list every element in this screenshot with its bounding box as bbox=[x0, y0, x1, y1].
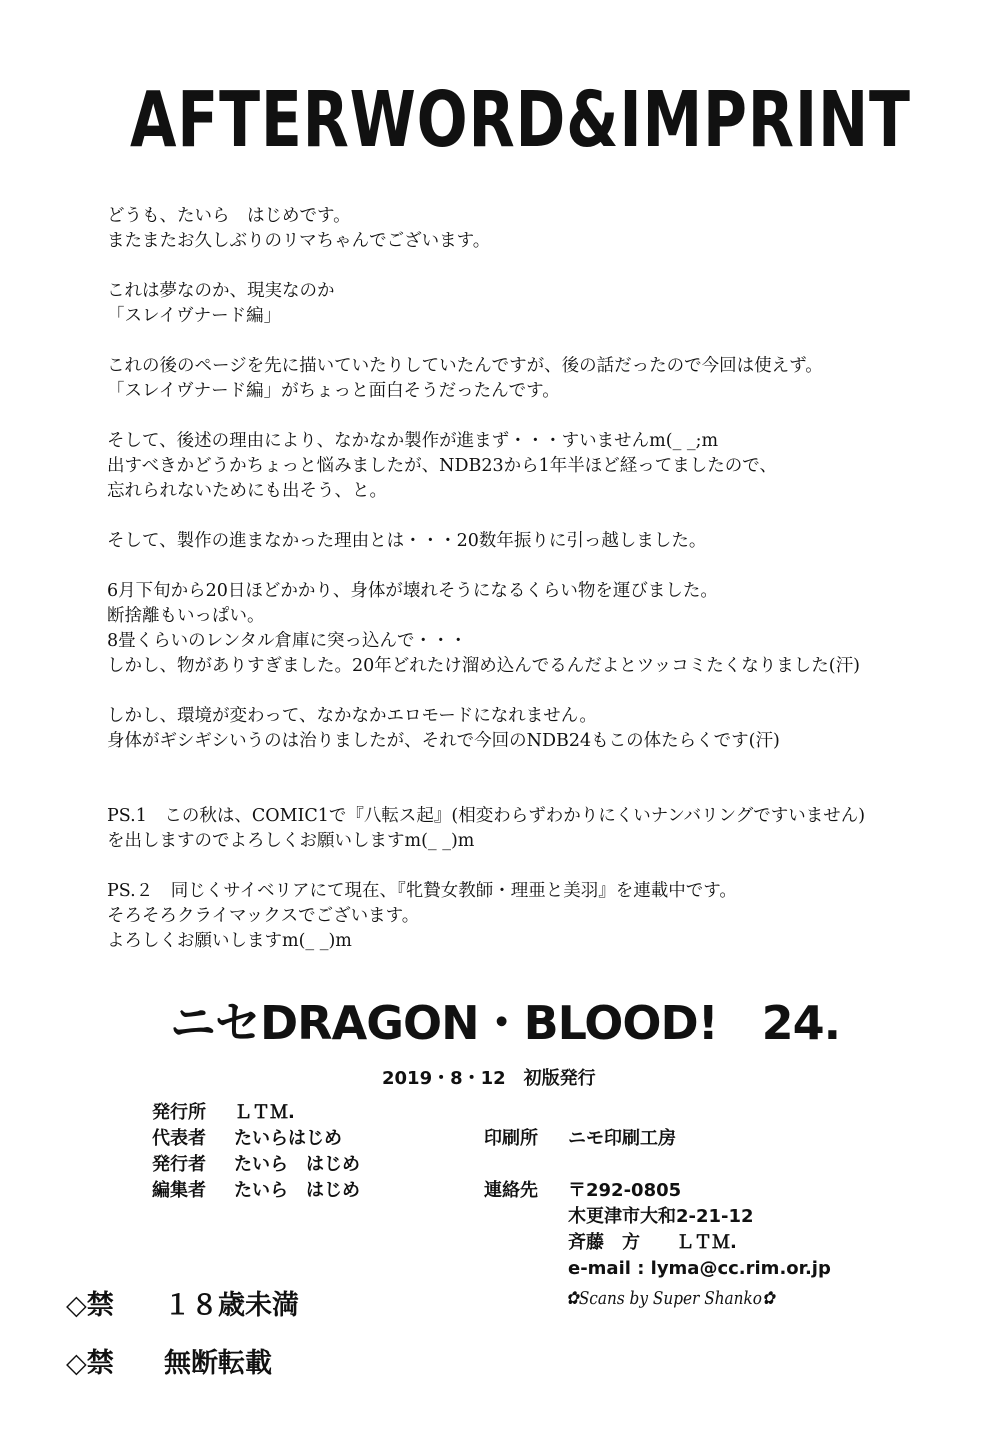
printer-row bbox=[484, 1126, 831, 1152]
text-line: 忘れられないためにも出そう、と。 bbox=[107, 481, 387, 501]
issuer-label: 発行者 bbox=[152, 1154, 206, 1175]
text-line: そして、製作の進まなかった理由とは・・・20数年振りに引っ越しました。 bbox=[107, 531, 707, 551]
text-line: 「スレイヴナード編」がちょっと面白そうだったんです。 bbox=[107, 381, 560, 401]
imprint-contact bbox=[484, 1126, 831, 1282]
email-address: e-mail : lyma@cc.rim.or.jp bbox=[568, 1258, 831, 1279]
intro-line: またまたお久しぶりのリマちゃんでございます。 bbox=[107, 231, 491, 251]
text-line: 「スレイヴナード編」 bbox=[107, 306, 282, 326]
representative-label: 代表者 bbox=[152, 1128, 206, 1149]
publisher-label: 発行所 bbox=[152, 1102, 206, 1123]
imprint-credits bbox=[152, 1100, 360, 1204]
editor-value: たいら はじめ bbox=[234, 1180, 360, 1201]
text-line: しかし、物がありすぎました。20年どれたけ溜め込んでるんだよとツッコミたくなりました(汗) bbox=[107, 656, 860, 676]
editor-label: 編集者 bbox=[152, 1180, 206, 1201]
ps1-line: PS.1 この秋は、COMIC1で『八転ス起』(相変わらずわかりにくいナンバリングですいません) bbox=[107, 806, 866, 826]
contact-row bbox=[484, 1178, 831, 1204]
ps2-line: よろしくお願いしますm(_ _)m bbox=[107, 931, 352, 951]
printer-label: 印刷所 bbox=[484, 1128, 538, 1149]
text-line: 身体がギシギシいうのは治りましたが、それで今回のNDB24もこの体たらくです(汗) bbox=[107, 731, 780, 751]
text-line: そして、後述の理由により、なかなか製作が進まず・・・すいませんm(_ _;m bbox=[107, 431, 719, 451]
publisher-value: ＬＴＭ. bbox=[234, 1102, 295, 1123]
ps2-line: PS.２ 同じくサイベリアにて現在、『牝贄女教師・理亜と美羽』を連載中です。 bbox=[107, 881, 737, 901]
text-line: これの後のページを先に描いていたりしていたんですが、後の話だったので今回は使えず。 bbox=[107, 356, 823, 376]
publication-date: 2019・8・12 初版発行 bbox=[382, 1068, 596, 1089]
issuer-row bbox=[152, 1152, 360, 1178]
text-line: 6月下旬から20日ほどかかり、身体が壊れそうになるくらい物を運びました。 bbox=[107, 581, 718, 601]
postal-code: 〒292-0805 bbox=[568, 1180, 682, 1201]
scanner-credit: ✿Scans by Super Shanko✿ bbox=[566, 1288, 775, 1309]
book-title bbox=[170, 996, 850, 1050]
restriction-notice bbox=[66, 1341, 272, 1380]
ps1-line: を出しますのでよろしくお願いしますm(_ _)m bbox=[107, 831, 475, 851]
issuer-value: たいら はじめ bbox=[234, 1154, 360, 1175]
representative-row bbox=[152, 1126, 360, 1152]
text-line: しかし、環境が変わって、なかなかエロモードになれません。 bbox=[107, 706, 597, 726]
page-heading: AFTERWORD&IMPRINT bbox=[130, 76, 911, 165]
publisher-row bbox=[152, 1100, 360, 1126]
book-title-text: ニセDRAGON・BLOOD! bbox=[170, 996, 718, 1050]
text-line: 断捨離もいっぱい。 bbox=[107, 606, 265, 626]
text-line: 出すべきかどうかちょっと悩みましたが、NDB23から1年半ほど経ってましたので、 bbox=[107, 456, 777, 476]
representative-value: たいらはじめ bbox=[234, 1128, 342, 1149]
afterword-text bbox=[107, 204, 907, 954]
greeting-line: どうも、たいら はじめです。 bbox=[107, 206, 351, 226]
ps2-line: そろそろクライマックスでございます。 bbox=[107, 906, 420, 926]
restriction-mark: ◇禁 bbox=[66, 1290, 114, 1321]
restriction-notice bbox=[66, 1283, 299, 1322]
issue-number: 24. bbox=[761, 996, 841, 1050]
printer-value: ニモ印刷工房 bbox=[568, 1128, 676, 1149]
editor-row bbox=[152, 1178, 360, 1204]
restriction-mark: ◇禁 bbox=[66, 1348, 114, 1379]
address: 木更津市大和2-21-12 bbox=[568, 1206, 754, 1227]
restriction-text: １８歳未満 bbox=[164, 1290, 299, 1321]
text-line: これは夢なのか、現実なのか bbox=[107, 281, 335, 301]
text-line: 8畳くらいのレンタル倉庫に突っ込んで・・・ bbox=[107, 631, 467, 651]
contact-label: 連絡先 bbox=[484, 1180, 538, 1201]
contact-name: 斉藤 方 ＬＴＭ. bbox=[568, 1232, 737, 1253]
restriction-text: 無断転載 bbox=[164, 1348, 272, 1379]
